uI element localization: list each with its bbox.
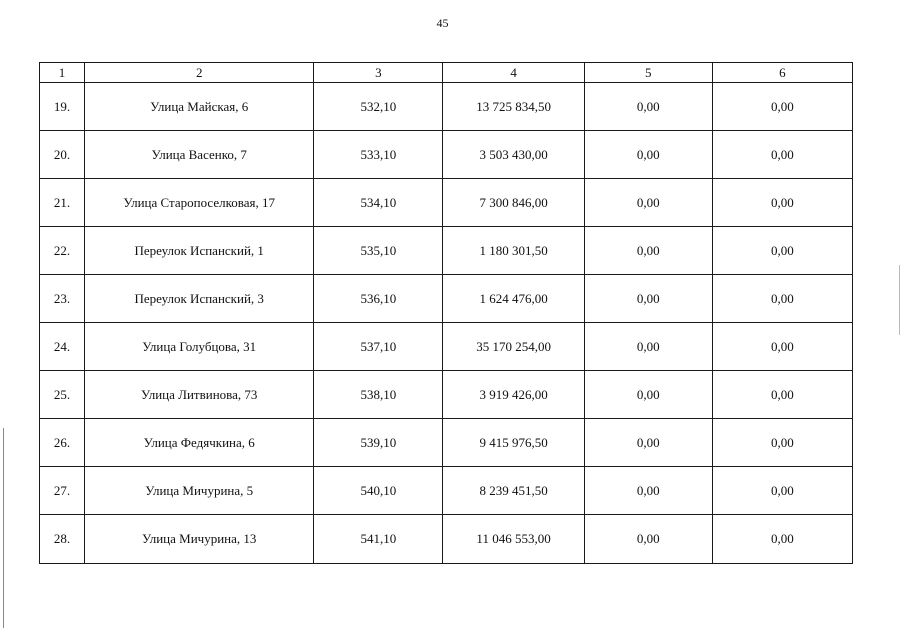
row-number: 25. <box>40 371 85 419</box>
value-cell-6: 0,00 <box>712 275 852 323</box>
value-cell-6: 0,00 <box>712 323 852 371</box>
code-cell: 540,10 <box>314 467 443 515</box>
amount-cell: 3 919 426,00 <box>443 371 584 419</box>
amount-cell: 8 239 451,50 <box>443 467 584 515</box>
amount-cell: 1 624 476,00 <box>443 275 584 323</box>
value-cell-6: 0,00 <box>712 83 852 131</box>
column-header: 4 <box>443 63 584 83</box>
header-row <box>40 63 853 83</box>
address-cell: Улица Литвинова, 73 <box>85 371 314 419</box>
scan-edge-mark <box>899 265 900 335</box>
table-row <box>40 179 853 227</box>
code-cell: 532,10 <box>314 83 443 131</box>
code-cell: 533,10 <box>314 131 443 179</box>
row-number: 21. <box>40 179 85 227</box>
amount-cell: 7 300 846,00 <box>443 179 584 227</box>
address-cell: Переулок Испанский, 3 <box>85 275 314 323</box>
row-number: 20. <box>40 131 85 179</box>
table-row <box>40 275 853 323</box>
code-cell: 541,10 <box>314 515 443 564</box>
value-cell-5: 0,00 <box>584 131 712 179</box>
table-row <box>40 227 853 275</box>
table-row <box>40 419 853 467</box>
address-cell: Улица Голубцова, 31 <box>85 323 314 371</box>
row-number: 22. <box>40 227 85 275</box>
table-row <box>40 371 853 419</box>
value-cell-6: 0,00 <box>712 371 852 419</box>
column-header: 6 <box>712 63 852 83</box>
column-header: 1 <box>40 63 85 83</box>
row-number: 27. <box>40 467 85 515</box>
address-cell: Улица Федячкина, 6 <box>85 419 314 467</box>
value-cell-5: 0,00 <box>584 275 712 323</box>
row-number: 23. <box>40 275 85 323</box>
value-cell-5: 0,00 <box>584 227 712 275</box>
code-cell: 538,10 <box>314 371 443 419</box>
address-cell: Улица Старопоселковая, 17 <box>85 179 314 227</box>
table-row <box>40 131 853 179</box>
row-number: 24. <box>40 323 85 371</box>
address-cell: Улица Васенко, 7 <box>85 131 314 179</box>
address-cell: Улица Мичурина, 13 <box>85 515 314 564</box>
value-cell-5: 0,00 <box>584 371 712 419</box>
amount-cell: 13 725 834,50 <box>443 83 584 131</box>
value-cell-6: 0,00 <box>712 467 852 515</box>
column-header: 5 <box>584 63 712 83</box>
value-cell-6: 0,00 <box>712 515 852 564</box>
value-cell-5: 0,00 <box>584 419 712 467</box>
table-row <box>40 83 853 131</box>
value-cell-5: 0,00 <box>584 179 712 227</box>
page-number: 45 <box>436 16 449 30</box>
code-cell: 537,10 <box>314 323 443 371</box>
value-cell-6: 0,00 <box>712 179 852 227</box>
value-cell-5: 0,00 <box>584 323 712 371</box>
row-number: 19. <box>40 83 85 131</box>
value-cell-6: 0,00 <box>712 227 852 275</box>
amount-cell: 35 170 254,00 <box>443 323 584 371</box>
table-row <box>40 515 853 564</box>
amount-cell: 11 046 553,00 <box>443 515 584 564</box>
amount-cell: 3 503 430,00 <box>443 131 584 179</box>
code-cell: 534,10 <box>314 179 443 227</box>
value-cell-5: 0,00 <box>584 83 712 131</box>
address-cell: Улица Майская, 6 <box>85 83 314 131</box>
data-table <box>39 62 853 564</box>
column-header: 2 <box>85 63 314 83</box>
column-header: 3 <box>314 63 443 83</box>
row-number: 28. <box>40 515 85 564</box>
table-row <box>40 323 853 371</box>
value-cell-6: 0,00 <box>712 419 852 467</box>
code-cell: 539,10 <box>314 419 443 467</box>
scan-margin-line <box>3 428 4 628</box>
code-cell: 535,10 <box>314 227 443 275</box>
value-cell-5: 0,00 <box>584 515 712 564</box>
table-row <box>40 467 853 515</box>
row-number: 26. <box>40 419 85 467</box>
address-cell: Улица Мичурина, 5 <box>85 467 314 515</box>
amount-cell: 9 415 976,50 <box>443 419 584 467</box>
amount-cell: 1 180 301,50 <box>443 227 584 275</box>
address-cell: Переулок Испанский, 1 <box>85 227 314 275</box>
value-cell-5: 0,00 <box>584 467 712 515</box>
code-cell: 536,10 <box>314 275 443 323</box>
value-cell-6: 0,00 <box>712 131 852 179</box>
